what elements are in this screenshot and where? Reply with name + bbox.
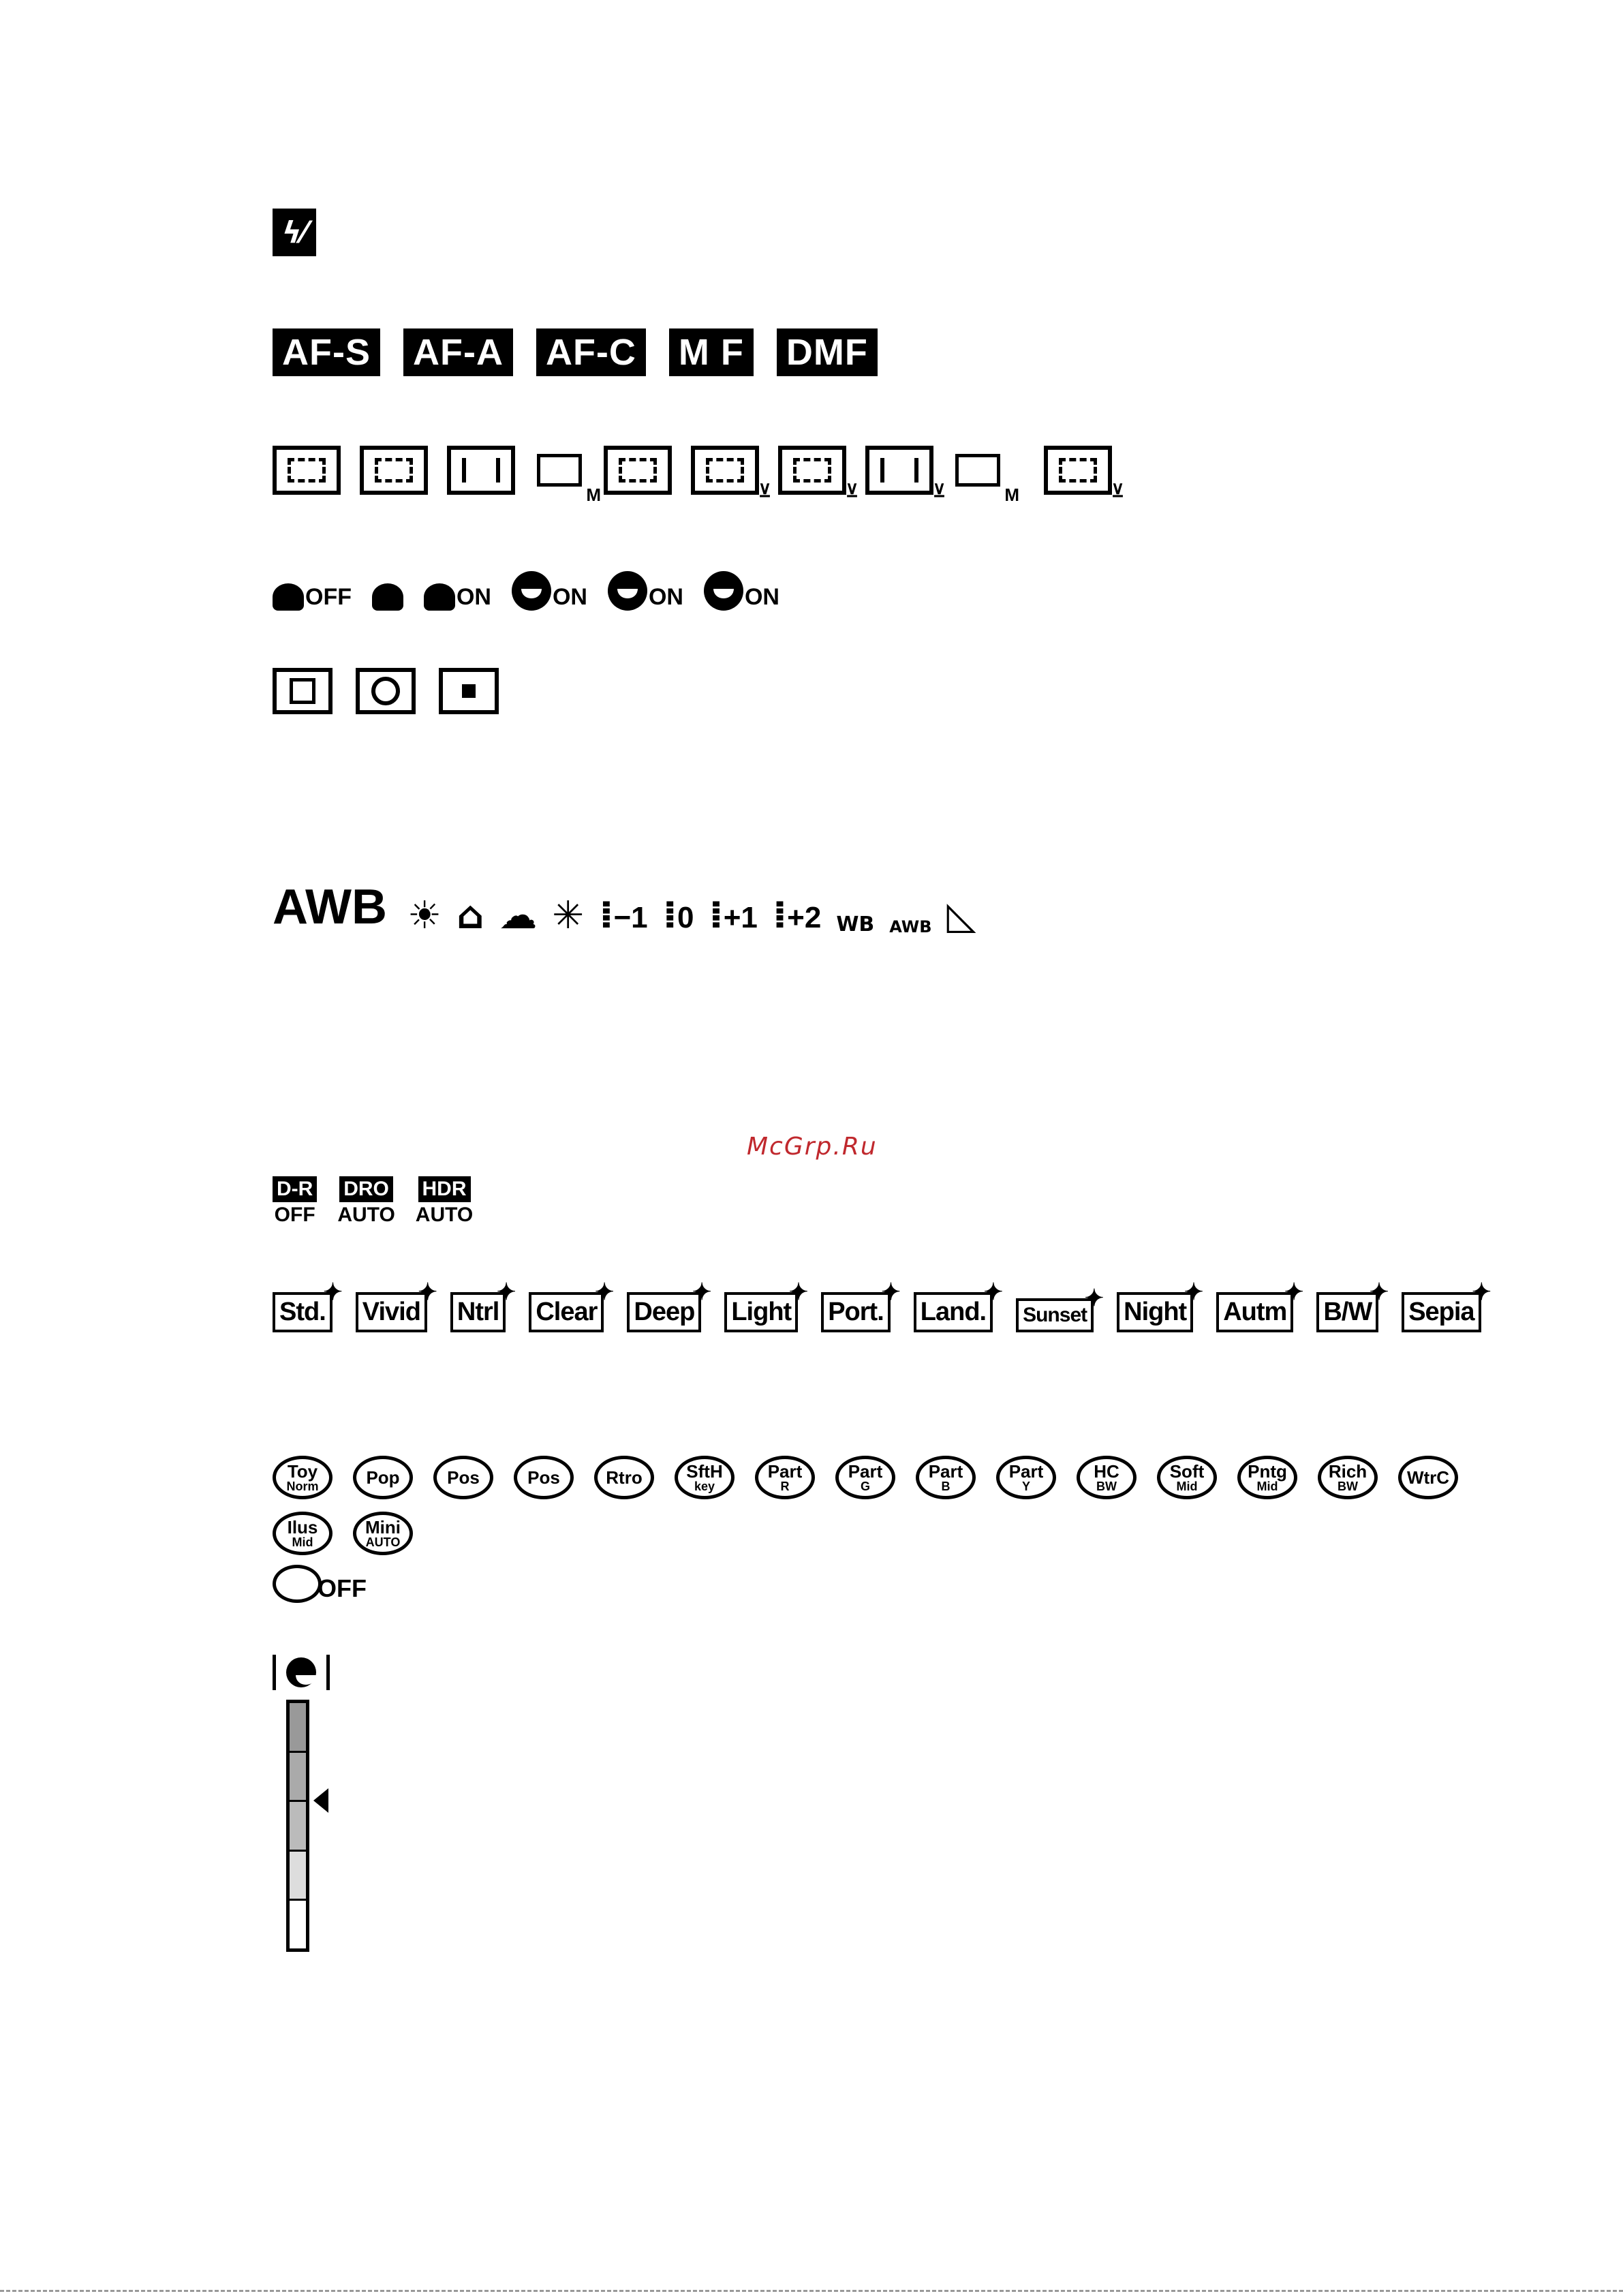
focus-mode-afs: AF-S	[273, 328, 380, 376]
sensitivity-pointer-icon	[313, 1788, 328, 1813]
creative-style-row	[273, 1279, 1504, 1332]
effect-pos-color: Pos	[433, 1456, 493, 1499]
effect-retro: Rtro	[594, 1456, 654, 1499]
face-detection-on-icon: ON	[424, 556, 491, 611]
focus-area-center-lock-icon: ⊻	[865, 446, 933, 495]
effect-soft-high-key: SftH key	[675, 1456, 735, 1499]
focus-mode-mf: M F	[669, 328, 754, 376]
fluorescent-plus1-icon: ⁞+1	[709, 893, 758, 937]
style-sunset: Sunset ✦	[1016, 1298, 1094, 1332]
fluorescent-0-icon: ⁞0	[662, 893, 694, 937]
style-std: Std. ✦	[273, 1292, 333, 1332]
metering-center-icon	[356, 668, 416, 714]
focus-mode-afc: AF-C	[536, 328, 646, 376]
smile-shutter-on-2-icon: ON	[608, 556, 683, 611]
dro-auto-icon: DRO AUTO	[337, 1178, 395, 1226]
effect-rich-bw: Rich BW	[1318, 1456, 1378, 1499]
style-night: Night ✦	[1117, 1292, 1193, 1332]
smile-sensitivity-bar	[286, 1700, 309, 1952]
focus-area-expanded-lock-icon: ⊻	[1044, 446, 1112, 495]
effect-pos-bw: Pos	[514, 1456, 574, 1499]
effect-pop: Pop	[353, 1456, 413, 1499]
effect-toy: Toy Norm	[273, 1456, 333, 1499]
focus-area-flexible-lock-icon: M	[953, 446, 1003, 495]
flash-off-icon: ϟ⁄	[273, 209, 316, 256]
focus-area-center-icon	[447, 446, 515, 495]
awb-label: AWB	[273, 880, 387, 934]
watermark: McGrp.Ru	[747, 1133, 878, 1161]
effect-part-r: Part R	[755, 1456, 815, 1499]
focus-area-expanded-spot-icon	[604, 446, 672, 495]
focus-area-zone-lock-icon: ⊻	[778, 446, 846, 495]
daylight-icon: ☀	[407, 893, 442, 938]
effect-part-y: Part Y	[996, 1456, 1056, 1499]
smile-shutter-on-icon: ON	[512, 556, 587, 611]
metering-spot-icon	[439, 668, 499, 714]
incandescent-icon: ✳	[552, 893, 585, 938]
picture-effect-off-row	[273, 1565, 367, 1603]
hdr-auto-icon: HDR AUTO	[415, 1178, 474, 1226]
effect-part-b: Part B	[916, 1456, 976, 1499]
smile-bracket-icon	[273, 1655, 330, 1690]
effect-hc-bw: HC BW	[1077, 1456, 1137, 1499]
focus-area-flexible-spot-icon: M	[534, 446, 585, 495]
focus-area-row	[273, 446, 1131, 505]
picture-effect-row-2	[273, 1512, 433, 1555]
picture-effect-row	[273, 1456, 1479, 1499]
style-light: Light ✦	[724, 1292, 798, 1332]
shade-icon: ⌂	[457, 893, 484, 938]
smile-shutter-on-3-icon: ON	[704, 556, 779, 611]
effect-painting-mid: Pntg Mid	[1237, 1456, 1297, 1499]
style-autm: Autm ✦	[1216, 1292, 1293, 1332]
focus-area-zone-icon	[360, 446, 428, 495]
style-ntrl: Ntrl ✦	[450, 1292, 506, 1332]
effect-off-label: OFF	[318, 1574, 367, 1602]
fluorescent-minus1-icon: ⁞−1	[599, 893, 648, 937]
cloudy-icon: ☁	[499, 893, 538, 938]
style-vivid: Vivid ✦	[356, 1292, 427, 1332]
white-balance-row	[273, 879, 991, 938]
effect-off-icon	[273, 1565, 322, 1603]
style-clear: Clear ✦	[529, 1292, 604, 1332]
smile-sensitivity-row	[273, 1655, 330, 1690]
underwater-awb-icon: AWB	[889, 917, 932, 936]
effect-soft-mid: Soft Mid	[1157, 1456, 1217, 1499]
fluorescent-plus2-icon: ⁞+2	[772, 893, 822, 937]
flash-wb-icon: WB	[836, 913, 875, 936]
custom-wb-icon: ◺	[946, 893, 976, 938]
focus-mode-row	[273, 328, 901, 376]
face-detection-row	[273, 556, 800, 611]
metering-multi-icon	[273, 668, 333, 714]
metering-row	[273, 668, 522, 714]
dro-off-icon: D-R OFF	[273, 1176, 317, 1227]
face-registered-icon	[372, 556, 403, 611]
style-bw: B/W ✦	[1316, 1292, 1378, 1332]
style-sepia: Sepia ✦	[1402, 1292, 1481, 1332]
effect-illustration-mid: Ilus Mid	[273, 1512, 333, 1555]
page-footer-line	[0, 2290, 1623, 2296]
style-port: Port. ✦	[821, 1292, 891, 1332]
focus-area-wide-icon	[273, 446, 341, 495]
style-deep: Deep ✦	[627, 1292, 701, 1332]
focus-area-wide-lock-icon: ⊻	[691, 446, 759, 495]
focus-mode-dmf: DMF	[777, 328, 878, 376]
effect-part-g: Part G	[835, 1456, 895, 1499]
effect-watercolor: WtrC	[1398, 1456, 1458, 1499]
face-detection-off-icon: OFF	[273, 556, 352, 611]
dro-row	[273, 1176, 493, 1227]
style-land: Land. ✦	[914, 1292, 993, 1332]
effect-miniature-auto: Mini AUTO	[353, 1512, 413, 1555]
focus-mode-afa: AF-A	[403, 328, 513, 376]
